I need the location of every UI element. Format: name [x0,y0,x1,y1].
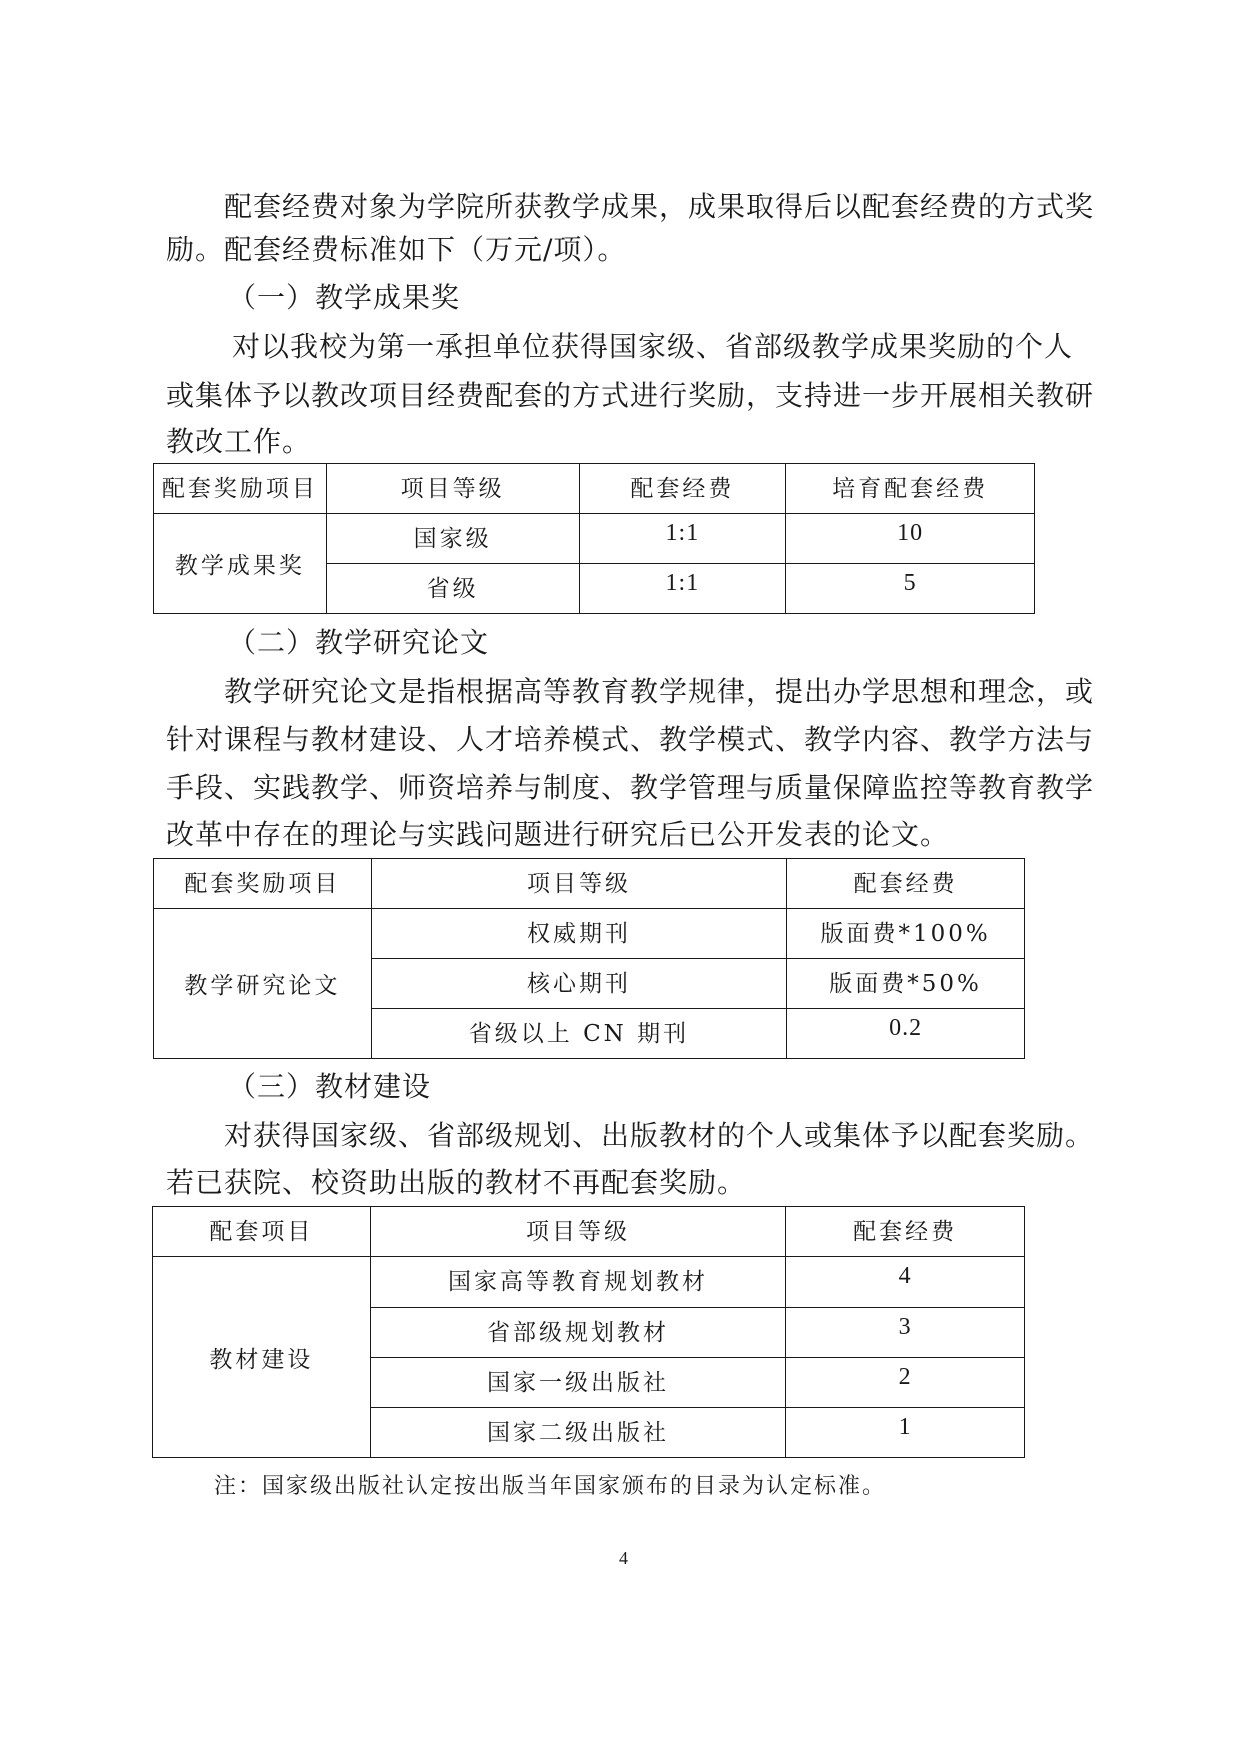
intro-line-1: 配套经费对象为学院所获教学成果，成果取得后以配套经费的方式奖 [224,190,1095,223]
category-cell: 教材建设 [153,1257,371,1458]
section1-line-3: 教改工作。 [166,425,312,458]
section3-heading: （三）教材建设 [228,1070,432,1103]
section1-heading: （一）教学成果奖 [228,281,461,314]
textbook-table [152,1206,1025,1458]
header-cell: 配套奖励项目 [154,464,327,514]
fund-cell: 3 [786,1308,1025,1358]
level-cell: 国家高等教育规划教材 [370,1257,786,1308]
section3-line-1: 对获得国家级、省部级规划、出版教材的个人或集体予以配套奖励。 [224,1119,1095,1152]
level-cell: 权威期刊 [371,909,786,959]
level-cell: 核心期刊 [371,959,786,1009]
header-cell: 培育配套经费 [786,464,1035,514]
header-cell: 配套奖励项目 [154,859,372,909]
paper-table [153,858,1025,1059]
level-cell: 省级以上 CN 期刊 [371,1009,786,1059]
header-cell: 配套项目 [153,1207,371,1257]
fund-cell: 版面费*100% [787,909,1025,959]
intro-line-2: 励。配套经费标准如下（万元/项）。 [166,233,627,266]
header-cell: 配套经费 [579,464,786,514]
fund-cell: 1:1 [579,564,786,614]
section2-heading: （二）教学研究论文 [228,626,490,659]
fund-cell: 0.2 [787,1009,1025,1059]
fund-cell: 1:1 [579,514,786,564]
header-cell: 项目等级 [371,859,786,909]
table-header-row [154,464,1035,514]
section2-line-3: 手段、实践教学、师资培养与制度、教学管理与质量保障监控等教育教学 [166,771,1095,804]
footnote: 注：国家级出版社认定按出版当年国家颁布的目录为认定标准。 [214,1474,887,1499]
fund-cell: 2 [786,1358,1025,1408]
section2-line-2: 针对课程与教材建设、人才培养模式、教学模式、教学内容、教学方法与 [166,723,1095,756]
table-header-row [154,859,1025,909]
table-row [153,1257,1025,1308]
header-cell: 项目等级 [326,464,579,514]
section3-line-2: 若已获院、校资助出版的教材不再配套奖励。 [166,1166,747,1199]
category-cell: 教学成果奖 [154,514,327,614]
table-row [154,514,1035,564]
header-cell: 配套经费 [786,1207,1025,1257]
achievement-table [153,463,1035,614]
page-number: 4 [619,1548,628,1568]
level-cell: 国家一级出版社 [370,1358,786,1408]
cultivate-fund-cell: 5 [786,564,1035,614]
level-cell: 国家二级出版社 [370,1408,786,1458]
cultivate-fund-cell: 10 [786,514,1035,564]
category-cell: 教学研究论文 [154,909,372,1059]
section1-line-2: 或集体予以教改项目经费配套的方式进行奖励，支持进一步开展相关教研 [166,379,1095,412]
table-header-row [153,1207,1025,1257]
section1-line-1: 对以我校为第一承担单位获得国家级、省部级教学成果奖励的个人 [232,330,1074,363]
header-cell: 项目等级 [370,1207,786,1257]
section2-line-4: 改革中存在的理论与实践问题进行研究后已公开发表的论文。 [166,818,950,851]
header-cell: 配套经费 [787,859,1025,909]
section2-line-1: 教学研究论文是指根据高等教育教学规律，提出办学思想和理念，或 [224,675,1095,708]
fund-cell: 4 [786,1257,1025,1308]
table-row [154,909,1025,959]
level-cell: 国家级 [326,514,579,564]
level-cell: 省级 [326,564,579,614]
level-cell: 省部级规划教材 [370,1308,786,1358]
fund-cell: 1 [786,1408,1025,1458]
fund-cell: 版面费*50% [787,959,1025,1009]
